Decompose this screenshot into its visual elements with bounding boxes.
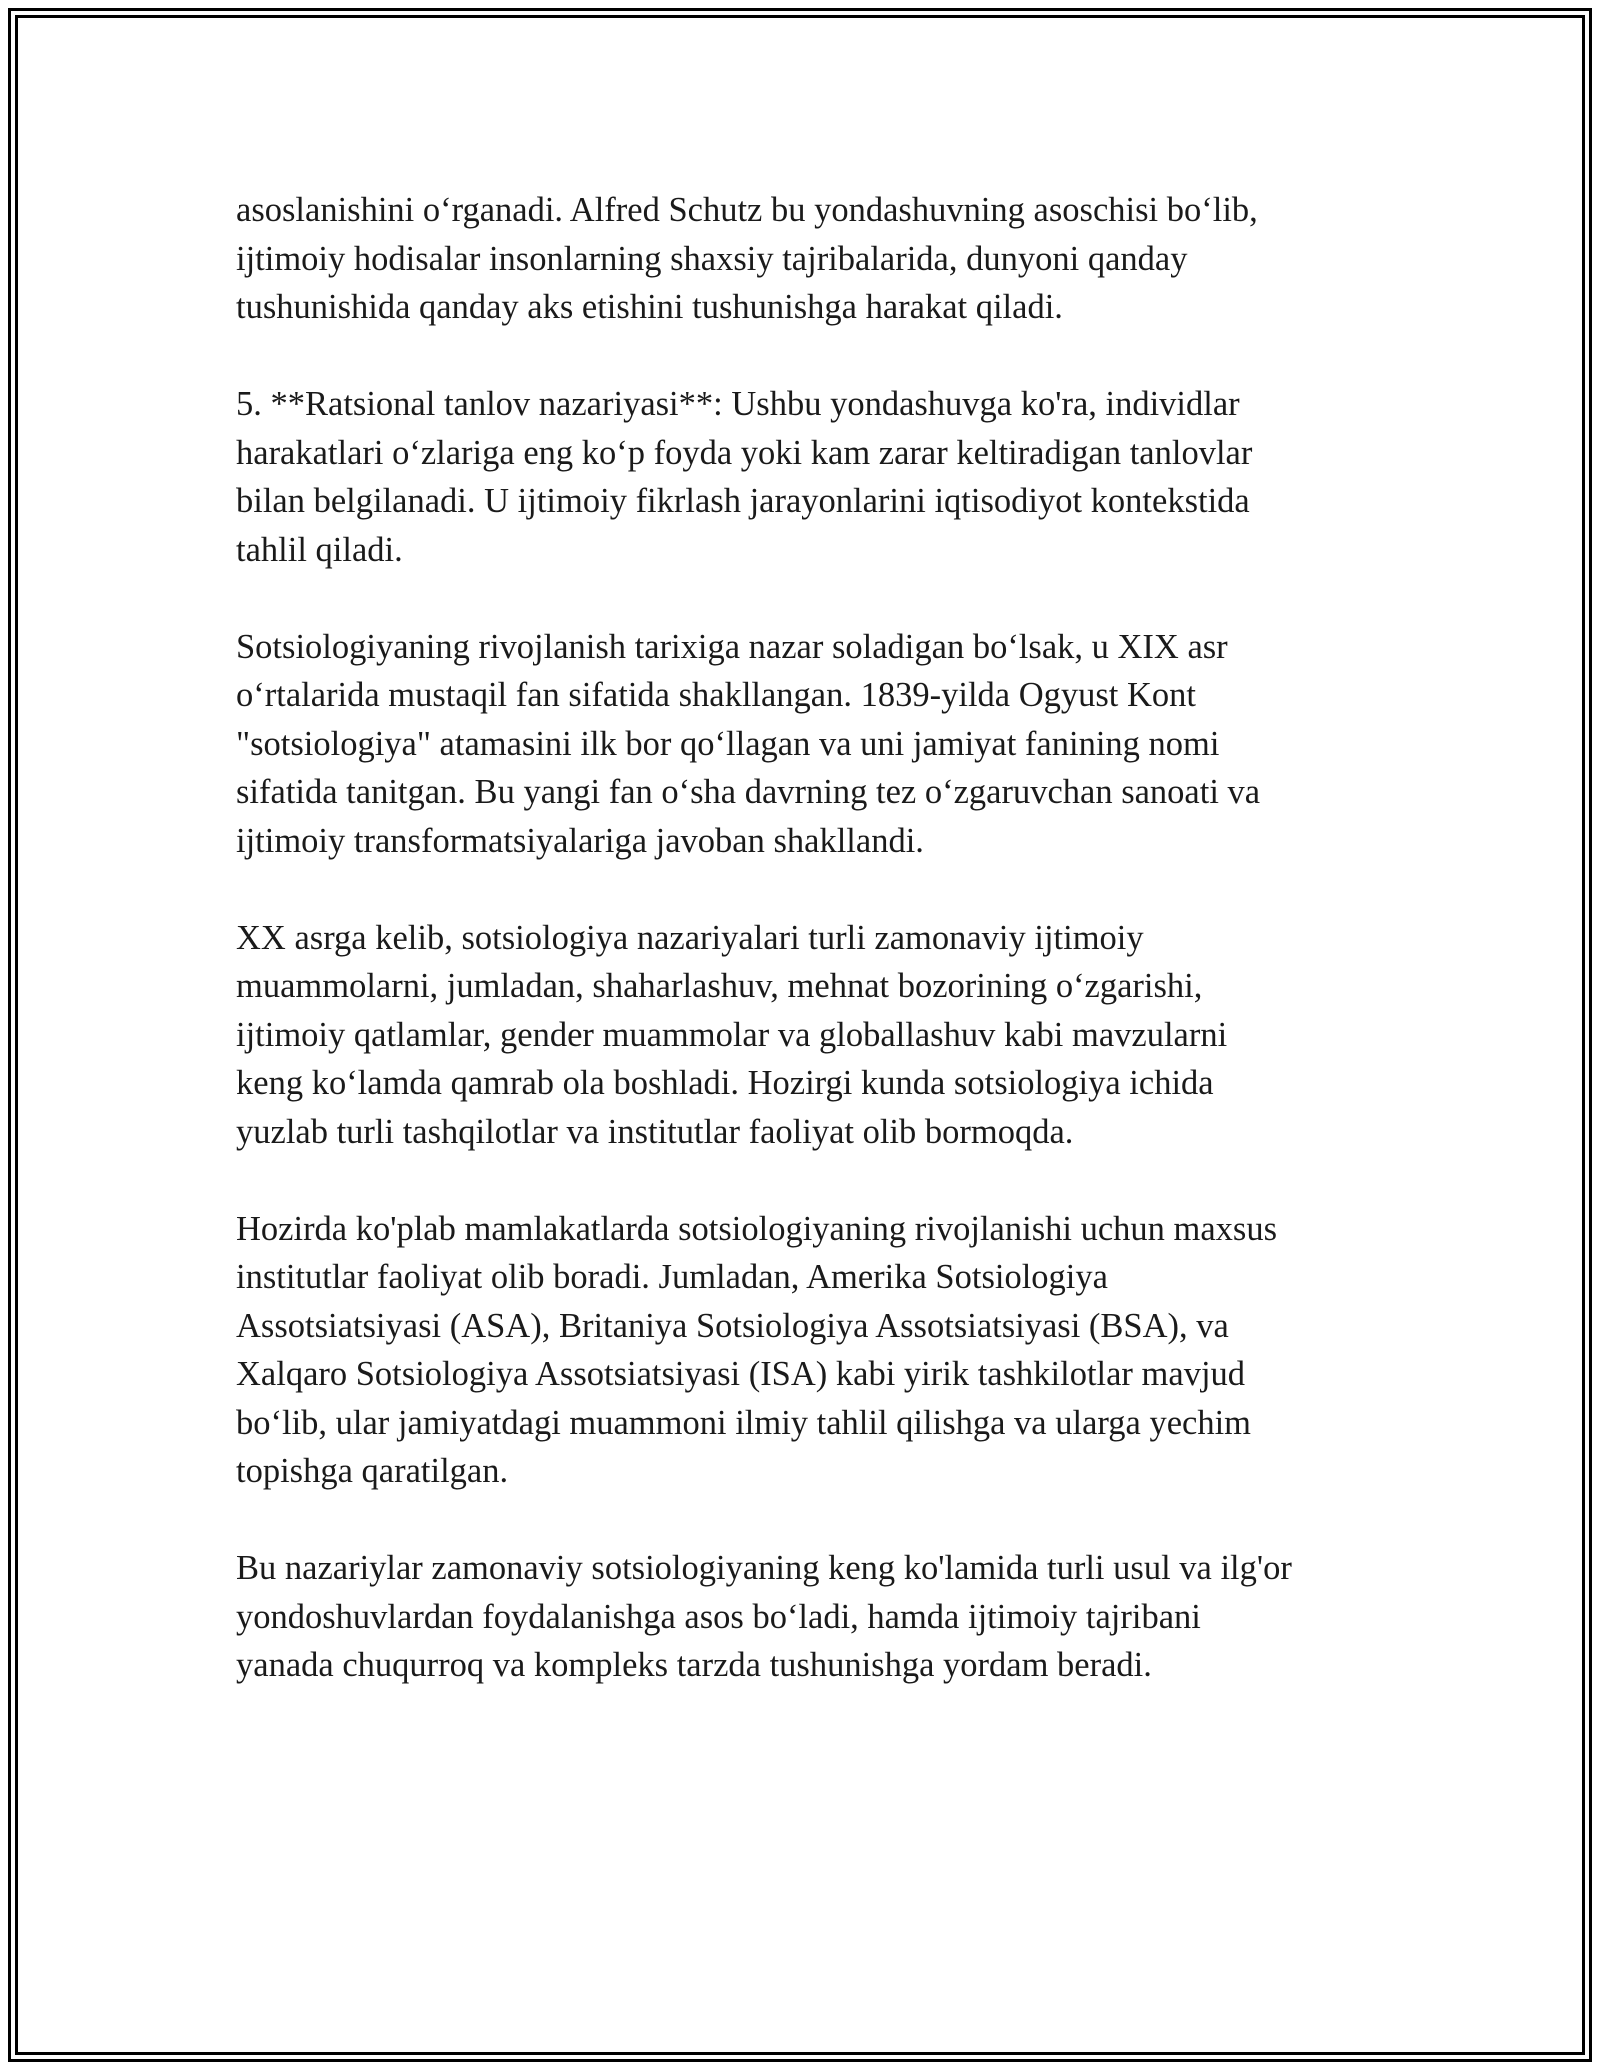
text-line: ijtimoiy transformatsiyalariga javoban shakllandi.	[236, 821, 924, 860]
text-line: Bu nazariylar zamonaviy sotsiologiyaning keng ko'lamida turli usul va ilg'or	[236, 1549, 1292, 1587]
paragraph-2	[236, 380, 1376, 574]
text-line: yuzlab turli tashqilotlar va institutlar faoliyat olib bormoqda.	[236, 1112, 1074, 1151]
paragraph-3	[236, 623, 1376, 866]
text-line: boʻlib, ular jamiyatdagi muammoni ilmiy tahlil qilishga va ularga yechim	[236, 1403, 1251, 1442]
text-line: keng koʻlamda qamrab ola boshladi. Hozirgi kunda sotsiologiya ichida	[236, 1064, 1214, 1102]
text-line: ijtimoiy qatlamlar, gender muammolar va globallashuv kabi mavzularni	[236, 1015, 1228, 1054]
paragraph-5	[236, 1205, 1376, 1496]
text-line: ijtimoiy hodisalar insonlarning shaxsiy tajribalarida, dunyoni qanday	[236, 239, 1188, 278]
text-line: sifatida tanitgan. Bu yangi fan oʻsha davrning tez oʻzgaruvchan sanoati va	[236, 773, 1261, 811]
text-line: tahlil qiladi.	[236, 530, 403, 569]
text-line: institutlar faoliyat olib boradi. Jumladan, Amerika Sotsiologiya	[236, 1258, 1108, 1296]
text-line: Assotsiatsiyasi (ASA), Britaniya Sotsiologiya Assotsiatsiyasi (BSA), va	[236, 1306, 1229, 1345]
text-line: Hozirda ko'plab mamlakatlarda sotsiologiyaning rivojlanishi uchun maxsus	[236, 1209, 1278, 1248]
text-line: Xalqaro Sotsiologiya Assotsiatsiyasi (ISA) kabi yirik tashkilotlar mavjud	[236, 1355, 1246, 1393]
text-line: yondoshuvlardan foydalanishga asos boʻladi, hamda ijtimoiy tajribani	[236, 1597, 1201, 1636]
text-line: harakatlari oʻzlariga eng koʻp foyda yoki kam zarar keltiradigan tanlovlar	[236, 433, 1253, 472]
paragraph-6	[236, 1544, 1376, 1690]
text-line: topishga qaratilgan.	[236, 1452, 509, 1490]
paragraph-4	[236, 914, 1376, 1157]
text-line: Sotsiologiyaning rivojlanish tarixiga nazar soladigan boʻlsak, u XIX asr	[236, 627, 1228, 666]
text-line: oʻrtalarida mustaqil fan sifatida shakllangan. 1839-yilda Ogyust Kont	[236, 676, 1197, 714]
text-line: bilan belgilanadi. U ijtimoiy fikrlash jarayonlarini iqtisodiyot kontekstida	[236, 482, 1250, 520]
text-line: XX asrga kelib, sotsiologiya nazariyalari turli zamonaviy ijtimoiy	[236, 918, 1144, 957]
text-line: muammolarni, jumladan, shaharlashuv, mehnat bozorining oʻzgarishi,	[236, 967, 1203, 1005]
paragraph-1	[236, 186, 1376, 332]
text-line: "sotsiologiya" atamasini ilk bor qoʻllagan va uni jamiyat fanining nomi	[236, 724, 1220, 763]
text-line: tushunishida qanday aks etishini tushunishga harakat qiladi.	[236, 288, 1063, 326]
document-body	[236, 186, 1376, 1738]
text-line: asoslanishini oʻrganadi. Alfred Schutz bu yondashuvning asoschisi boʻlib,	[236, 191, 1258, 229]
text-line: yanada chuqurroq va kompleks tarzda tushunishga yordam beradi.	[236, 1646, 1152, 1684]
text-line: 5. **Ratsional tanlov nazariyasi**: Ushbu yondashuvga ko'ra, individlar	[236, 385, 1240, 423]
